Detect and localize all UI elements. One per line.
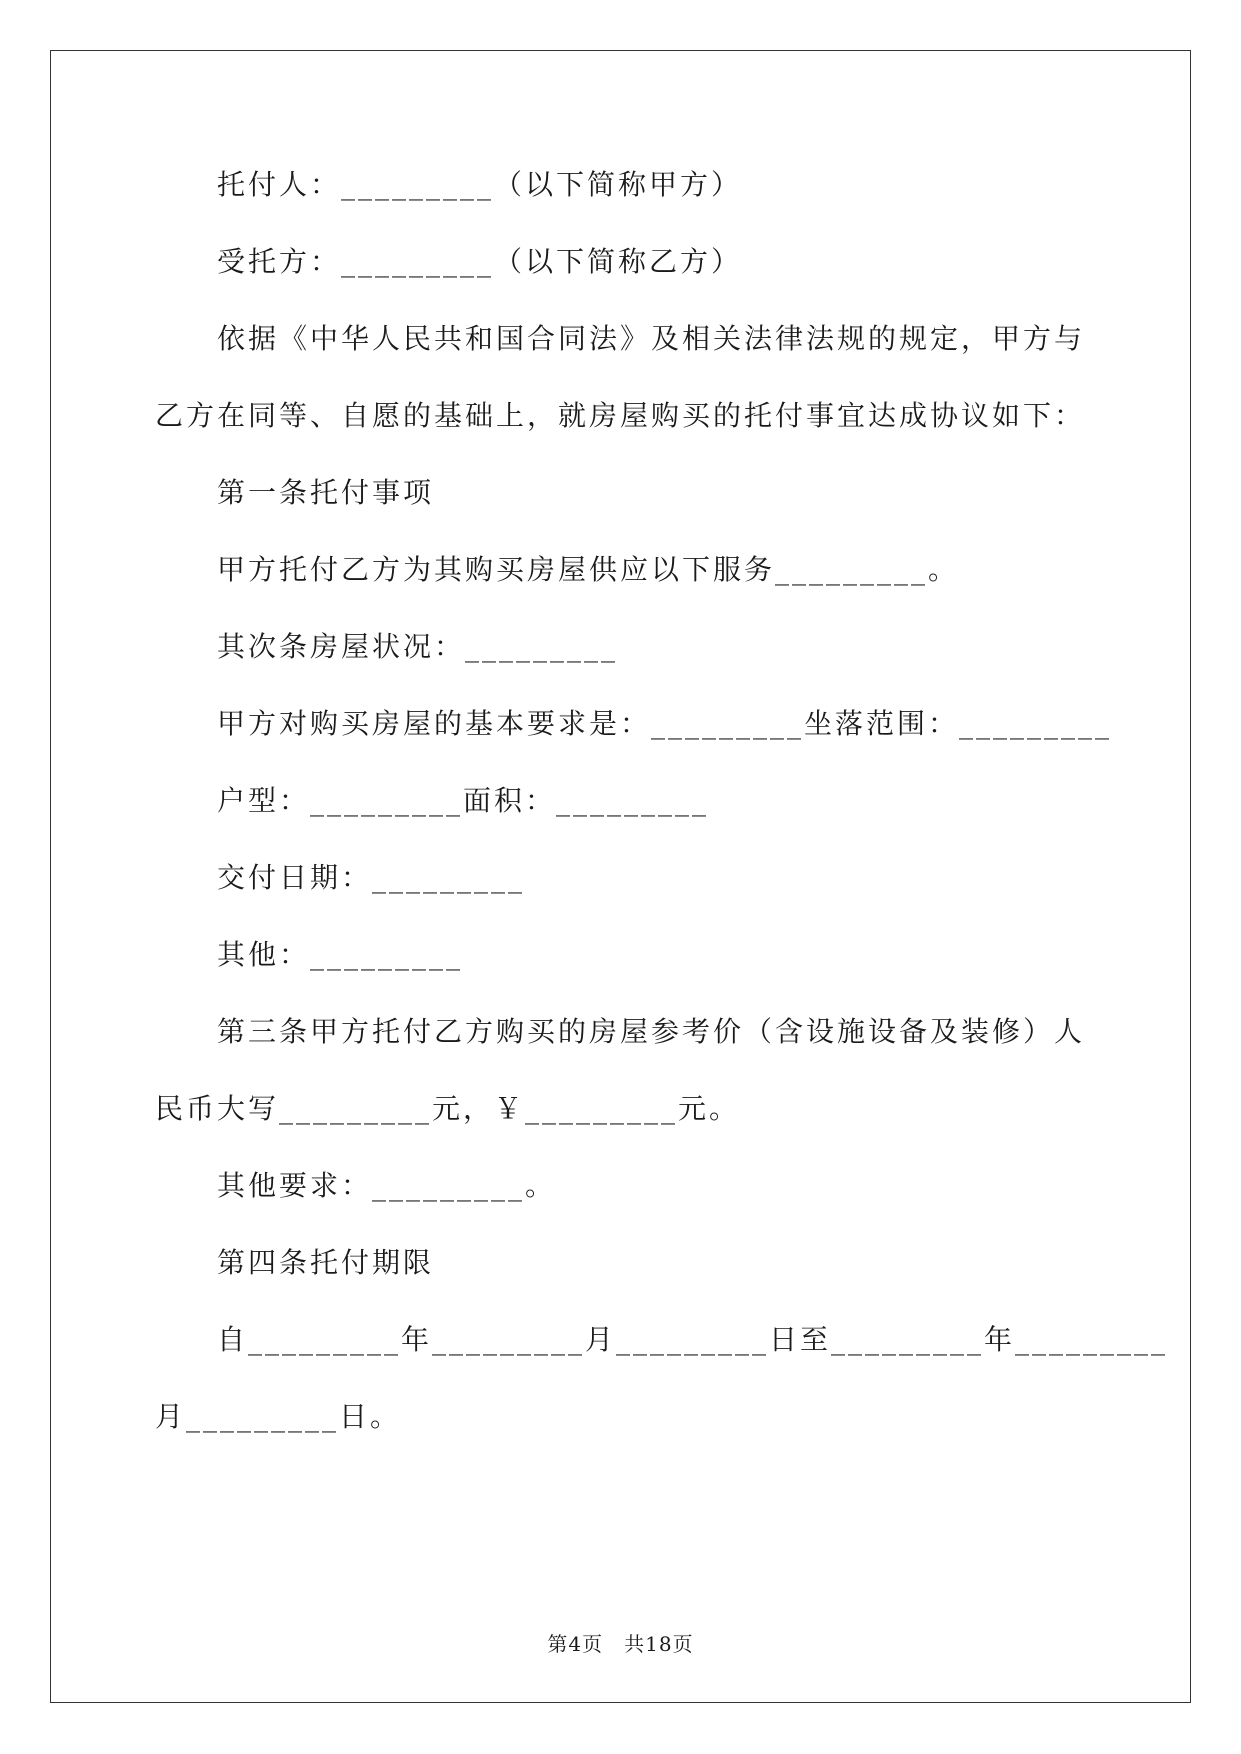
text-line: 其他要求：_________。: [217, 1169, 557, 1202]
text-line: 自_________年_________月_________日至_________年_________: [217, 1323, 1169, 1356]
page-number: 第4页 共18页: [547, 1632, 694, 1656]
section-heading: 第四条托付期限: [217, 1246, 435, 1279]
text-line: 甲方托付乙方为其购买房屋供应以下服务_________。: [217, 553, 960, 586]
text-line: 乙方在同等、自愿的基础上，就房屋购买的托付事宜达成协议如下：: [155, 399, 1086, 432]
text-line: 民币大写_________元，￥_________元。: [155, 1092, 741, 1125]
text-line: 托付人：_________（以下简称甲方）: [217, 168, 743, 201]
text-line: 其次条房屋状况：_________: [217, 630, 619, 663]
text-line: 其他：_________: [217, 938, 464, 971]
text-line: 户型：_________面积：_________: [217, 784, 710, 817]
section-heading: 第一条托付事项: [217, 476, 435, 509]
text-line: 甲方对购买房屋的基本要求是：_________坐落范围：_________: [217, 707, 1113, 740]
text-line: 依据《中华人民共和国合同法》及相关法律法规的规定，甲方与: [217, 322, 1086, 355]
text-line: 月_________日。: [155, 1400, 402, 1433]
text-line: 交付日期：_________: [217, 861, 526, 894]
text-line: 受托方：_________（以下简称乙方）: [217, 245, 743, 278]
text-line: 第三条甲方托付乙方购买的房屋参考价（含设施设备及装修）人: [217, 1015, 1086, 1048]
